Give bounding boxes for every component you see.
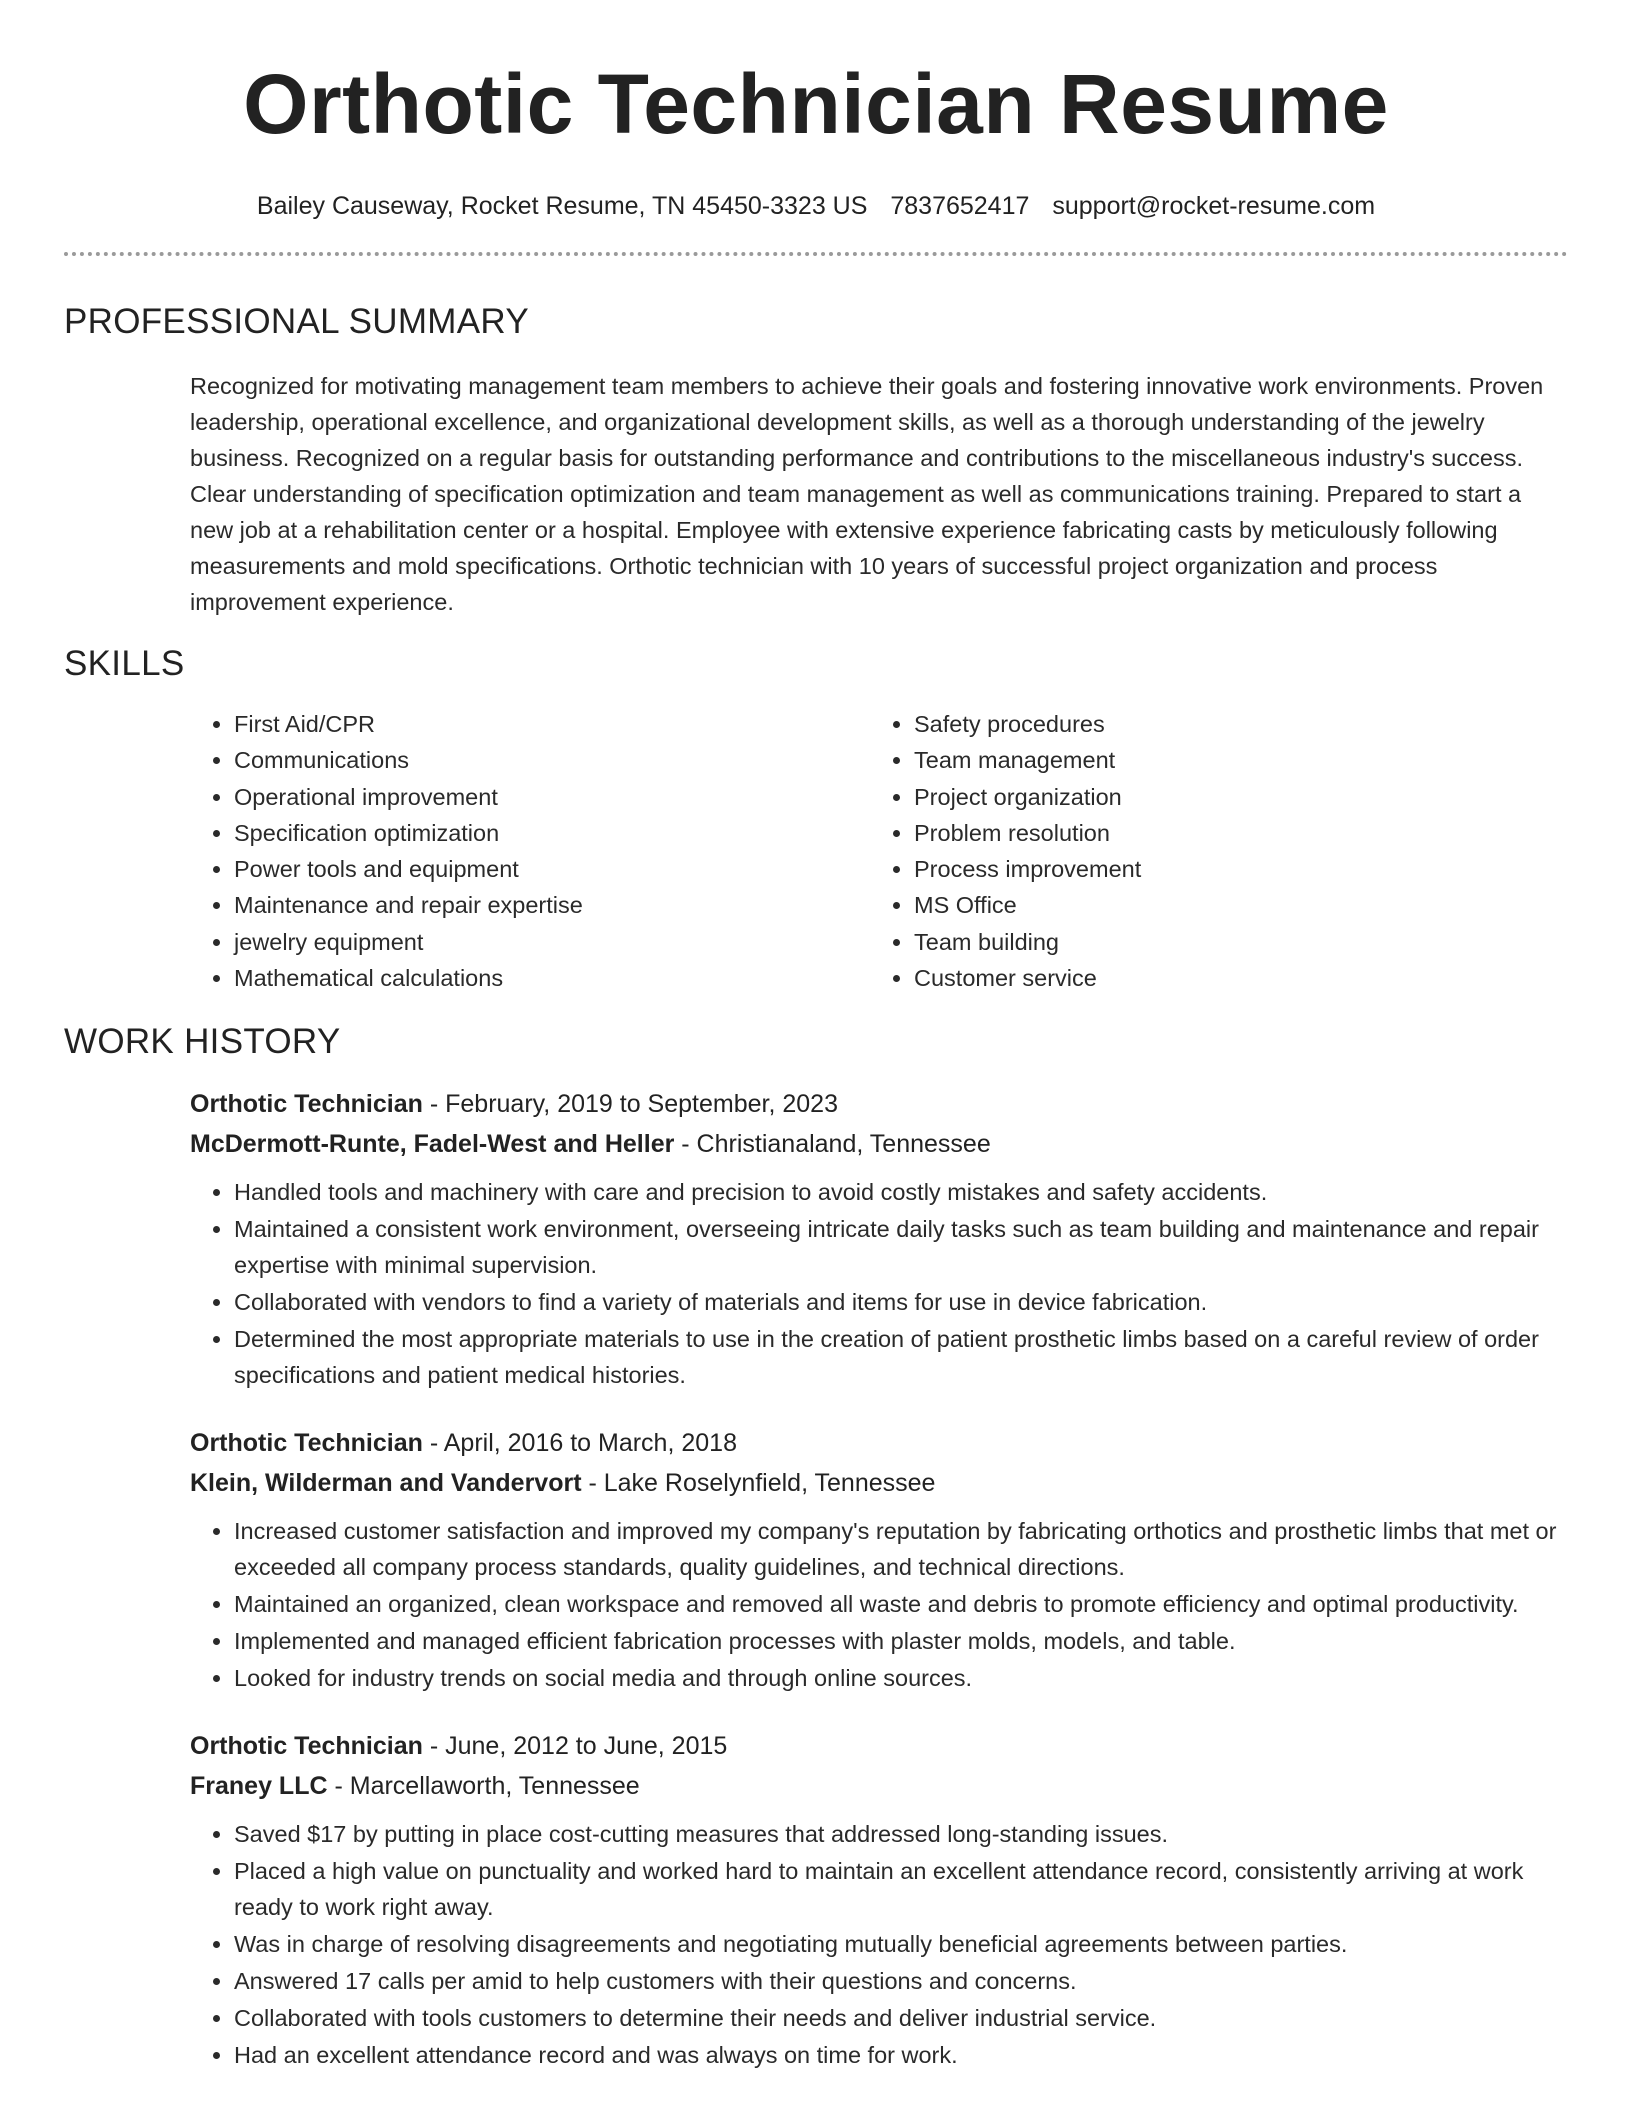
skill-item: • Process improvement (914, 851, 1550, 887)
job-bullets (190, 1174, 1568, 1393)
skills-column-left (190, 706, 870, 996)
contact-address: Bailey Causeway, Rocket Resume, TN 45450-3323 US (256, 192, 868, 220)
summary-heading: PROFESSIONAL SUMMARY (64, 302, 529, 341)
job-bullet: • Determined the most appropriate materials to use in the creation of patient prosthetic limbs based on a careful review of order specifications and patient medical histories. (234, 1321, 1568, 1393)
job-entry (190, 1084, 1568, 1393)
job-bullet: • Maintained an organized, clean workspace and removed all waste and debris to promote efficiency and optimal productivity. (234, 1586, 1568, 1622)
skill-item: • Problem resolution (914, 815, 1550, 851)
job-bullet: • Placed a high value on punctuality and worked hard to maintain an excellent attendance record, consistently arriving at work ready to work right away. (234, 1853, 1568, 1925)
job-title-line (190, 1726, 1568, 1766)
job-location: - Marcellaworth, Tennessee (327, 1772, 640, 1801)
job-bullet: • Looked for industry trends on social media and through online sources. (234, 1660, 1568, 1696)
contact-email[interactable]: support@rocket-resume.com (1052, 192, 1376, 220)
skills-list (190, 706, 1568, 996)
job-title: Orthotic Technician (190, 1429, 423, 1458)
job-bullet: • Increased customer satisfaction and improved my company's reputation by fabricating orthotics and prosthetic limbs that met or exceeded all company process standards, quality guidelines, and technical directions. (234, 1513, 1568, 1585)
job-bullet: • Maintained a consistent work environment, overseeing intricate daily tasks such as team building and maintenance and repair expertise with minimal supervision. (234, 1211, 1568, 1283)
summary-text: Recognized for motivating management team members to achieve their goals and fostering innovative work environments. Proven leadership, operational excellence, and organizational development skills, as well as a thorough understanding of the jewelry business. Recognized on a regular basis for outstanding performance and contributions to the miscellaneous industry's success. Clear understanding of specification optimization and team management as well as communications training. Prepared to start a new job at a rehabilitation center or a hospital. Employee with extensive experience fabricating casts by meticulously following measurements and mold specifications. Orthotic technician with 10 years of successful project organization and process improvement experience. (190, 373, 1544, 615)
skill-item: • Customer service (914, 960, 1550, 996)
job-dates: - April, 2016 to March, 2018 (422, 1429, 737, 1458)
job-company: Klein, Wilderman and Vandervort (190, 1469, 582, 1498)
skill-item: • jewelry equipment (234, 924, 870, 960)
job-location: - Lake Roselynfield, Tennessee (581, 1469, 936, 1498)
skill-item: • Communications (234, 742, 870, 778)
skills-column-right (870, 706, 1550, 996)
job-bullet: • Collaborated with vendors to find a variety of materials and items for use in device fabrication. (234, 1284, 1568, 1320)
job-bullets (190, 1513, 1568, 1696)
job-company: McDermott-Runte, Fadel-West and Heller (190, 1130, 675, 1159)
job-bullet: • Answered 17 calls per amid to help customers with their questions and concerns. (234, 1963, 1568, 1999)
work-history-heading: WORK HISTORY (64, 1022, 341, 1062)
job-company-line (190, 1124, 1568, 1164)
job-bullet: • Was in charge of resolving disagreements and negotiating mutually beneficial agreements between parties. (234, 1926, 1568, 1962)
job-bullet: • Collaborated with tools customers to determine their needs and deliver industrial service. (234, 2000, 1568, 2036)
job-bullets (190, 1816, 1568, 2073)
contact-line (64, 190, 1568, 222)
job-title: Orthotic Technician (190, 1732, 423, 1761)
skill-item: • Safety procedures (914, 706, 1550, 742)
job-title-line (190, 1423, 1568, 1463)
skill-item: • Specification optimization (234, 815, 870, 851)
skill-item: • First Aid/CPR (234, 706, 870, 742)
skills-heading: SKILLS (64, 644, 185, 683)
job-bullet: • Handled tools and machinery with care and precision to avoid costly mistakes and safety accidents. (234, 1174, 1568, 1210)
job-title: Orthotic Technician (190, 1090, 423, 1119)
resume-page (64, 0, 1568, 2074)
job-bullet: • Implemented and managed efficient fabrication processes with plaster molds, models, and table. (234, 1623, 1568, 1659)
page-title: Orthotic Technician Resume (243, 57, 1389, 151)
job-company-line (190, 1766, 1568, 1806)
job-bullet: • Saved $17 by putting in place cost-cutting measures that addressed long-standing issues. (234, 1816, 1568, 1852)
skill-item: • MS Office (914, 887, 1550, 923)
job-bullet: • Had an excellent attendance record and was always on time for work. (234, 2037, 1568, 2073)
skill-item: • Maintenance and repair expertise (234, 887, 870, 923)
skill-item: • Team management (914, 742, 1550, 778)
job-dates: - June, 2012 to June, 2015 (422, 1732, 728, 1761)
contact-phone: 7837652417 (890, 192, 1030, 220)
job-location: - Christianaland, Tennessee (674, 1130, 991, 1159)
job-title-line (190, 1084, 1568, 1124)
job-dates: - February, 2019 to September, 2023 (422, 1090, 838, 1119)
skill-item: • Project organization (914, 779, 1550, 815)
skill-item: • Power tools and equipment (234, 851, 870, 887)
header-divider (64, 252, 1568, 256)
skill-item: • Team building (914, 924, 1550, 960)
job-company: Franey LLC (190, 1772, 328, 1801)
job-entry (190, 1423, 1568, 1696)
skill-item: • Operational improvement (234, 779, 870, 815)
job-company-line (190, 1463, 1568, 1503)
job-entry (190, 1726, 1568, 2073)
skill-item: • Mathematical calculations (234, 960, 870, 996)
